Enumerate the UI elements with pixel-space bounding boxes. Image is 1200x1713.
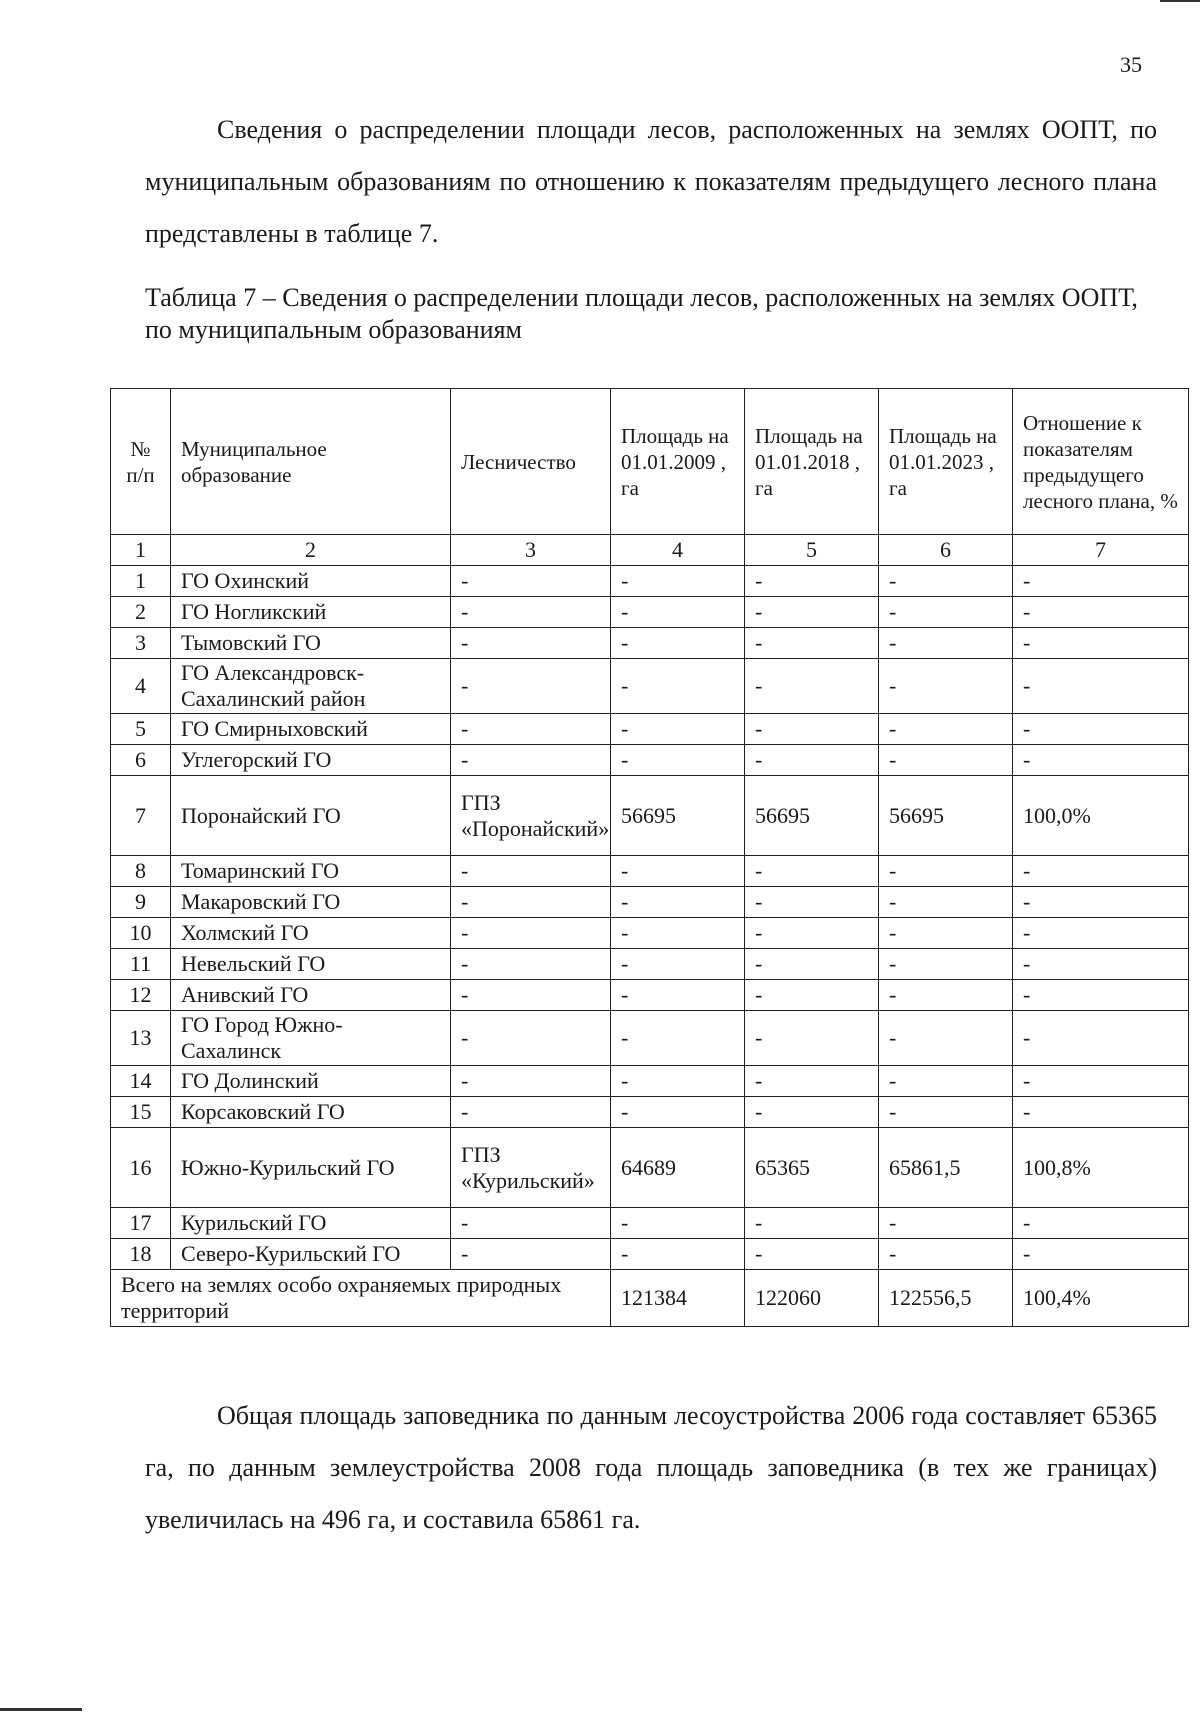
table-cell: - xyxy=(745,856,879,887)
table-cell: - xyxy=(611,980,745,1011)
table-cell: Макаровский ГО xyxy=(171,887,451,918)
table-cell: 13 xyxy=(111,1011,171,1066)
table-cell: ГО Ногликский xyxy=(171,597,451,628)
table-cell: - xyxy=(451,628,611,659)
column-number: 1 xyxy=(111,535,171,566)
table-cell: 12 xyxy=(111,980,171,1011)
table-row xyxy=(111,628,1189,659)
table-cell: - xyxy=(611,918,745,949)
column-number: 3 xyxy=(451,535,611,566)
table-cell: - xyxy=(745,1066,879,1097)
table-cell: - xyxy=(745,1208,879,1239)
table-row xyxy=(111,980,1189,1011)
column-number: 4 xyxy=(611,535,745,566)
table-cell: 5 xyxy=(111,714,171,745)
table-row xyxy=(111,1208,1189,1239)
table-cell: - xyxy=(879,566,1013,597)
intro-paragraph: Сведения о распределении площади лесов, расположенных на землях ООПТ, по муниципальным образованиям по отношению к показателям предыдущего лесного плана представлены в таблице 7. xyxy=(145,115,1157,248)
table-cell: Тымовский ГО xyxy=(171,628,451,659)
table-cell: 11 xyxy=(111,949,171,980)
table-body xyxy=(111,566,1189,1327)
table-cell: - xyxy=(451,856,611,887)
table-cell: - xyxy=(879,1208,1013,1239)
table-cell: 100,0% xyxy=(1013,776,1189,856)
table-row xyxy=(111,597,1189,628)
header-municipality: Муниципальное образование xyxy=(171,389,451,535)
table-cell: 18 xyxy=(111,1239,171,1270)
header-index: № п/п xyxy=(111,389,171,535)
table-row xyxy=(111,856,1189,887)
header-forestry: Лесничество xyxy=(451,389,611,535)
table-cell: - xyxy=(451,597,611,628)
table-cell: 64689 xyxy=(611,1128,745,1208)
table-cell: - xyxy=(611,856,745,887)
table-cell: - xyxy=(611,1208,745,1239)
table-cell: - xyxy=(879,1097,1013,1128)
table-cell: ГО Смирныховский xyxy=(171,714,451,745)
table-cell: - xyxy=(451,1239,611,1270)
table-cell: - xyxy=(451,1011,611,1066)
table-row xyxy=(111,714,1189,745)
table-cell: - xyxy=(1013,1239,1189,1270)
table-row xyxy=(111,918,1189,949)
header-area-2009: Площадь на 01.01.2009 , га xyxy=(611,389,745,535)
table-cell: 3 xyxy=(111,628,171,659)
page-number: 35 xyxy=(1120,52,1142,77)
table-caption: Таблица 7 – Сведения о распределении площади лесов, расположенных на землях ООПТ, по муниципальным образованиям xyxy=(145,283,1138,344)
table-cell: - xyxy=(451,887,611,918)
table-cell: - xyxy=(745,949,879,980)
table-cell: - xyxy=(879,949,1013,980)
table-cell: - xyxy=(879,597,1013,628)
column-number-row xyxy=(111,535,1189,566)
table-cell: - xyxy=(611,949,745,980)
table-cell: - xyxy=(451,980,611,1011)
table-row xyxy=(111,1011,1189,1066)
table-cell: 6 xyxy=(111,745,171,776)
table-cell: Холмский ГО xyxy=(171,918,451,949)
table-cell: - xyxy=(745,980,879,1011)
table-cell: Невельский ГО xyxy=(171,949,451,980)
table-cell: - xyxy=(745,628,879,659)
table-cell: Томаринский ГО xyxy=(171,856,451,887)
table-cell: - xyxy=(611,1011,745,1066)
table-cell: - xyxy=(611,714,745,745)
header-area-2018: Площадь на 01.01.2018 , га xyxy=(745,389,879,535)
table-cell: - xyxy=(1013,856,1189,887)
table-header-row xyxy=(111,389,1189,535)
table-cell: - xyxy=(1013,949,1189,980)
table-cell: Корсаковский ГО xyxy=(171,1097,451,1128)
table-cell: - xyxy=(1013,597,1189,628)
table-row xyxy=(111,1128,1189,1208)
table-cell: - xyxy=(1013,887,1189,918)
table-cell: - xyxy=(451,1066,611,1097)
table-row xyxy=(111,949,1189,980)
table-cell: ГО Город Южно-Сахалинск xyxy=(171,1011,451,1066)
table-cell: - xyxy=(879,918,1013,949)
table-cell: - xyxy=(1013,918,1189,949)
table-cell: ГПЗ «Курильский» xyxy=(451,1128,611,1208)
table-row xyxy=(111,566,1189,597)
table-cell: - xyxy=(451,566,611,597)
table-cell: - xyxy=(1013,1011,1189,1066)
table-cell: - xyxy=(1013,566,1189,597)
table-cell: Углегорский ГО xyxy=(171,745,451,776)
column-number: 6 xyxy=(879,535,1013,566)
table-cell: 56695 xyxy=(879,776,1013,856)
table-cell: 7 xyxy=(111,776,171,856)
table-cell: - xyxy=(451,918,611,949)
table-cell: - xyxy=(745,918,879,949)
table-cell: Анивский ГО xyxy=(171,980,451,1011)
table-cell: - xyxy=(451,949,611,980)
table-cell: - xyxy=(451,1208,611,1239)
header-ratio: Отношение к показателям предыдущего лесного плана, % xyxy=(1013,389,1189,535)
column-number: 5 xyxy=(745,535,879,566)
table-cell: - xyxy=(1013,980,1189,1011)
table-cell: - xyxy=(451,1097,611,1128)
table-cell: - xyxy=(1013,745,1189,776)
table-cell: - xyxy=(611,745,745,776)
table-cell: - xyxy=(611,566,745,597)
table-cell: 65861,5 xyxy=(879,1128,1013,1208)
table-row xyxy=(111,1066,1189,1097)
table-cell: 56695 xyxy=(745,776,879,856)
table-cell: - xyxy=(879,628,1013,659)
table-cell: 8 xyxy=(111,856,171,887)
table-cell: - xyxy=(745,714,879,745)
header-area-2023: Площадь на 01.01.2023 , га xyxy=(879,389,1013,535)
table-cell: Южно-Курильский ГО xyxy=(171,1128,451,1208)
table-cell: ГПЗ «Поронайский» xyxy=(451,776,611,856)
table-cell: - xyxy=(451,745,611,776)
total-value: 100,4% xyxy=(1013,1270,1189,1327)
table-row xyxy=(111,1239,1189,1270)
table-cell: 16 xyxy=(111,1128,171,1208)
table-cell: - xyxy=(1013,659,1189,714)
table-cell: - xyxy=(745,659,879,714)
table-cell: - xyxy=(879,1239,1013,1270)
table-cell: 17 xyxy=(111,1208,171,1239)
table-cell: - xyxy=(879,856,1013,887)
table-cell: ГО Александровск-Сахалинский район xyxy=(171,659,451,714)
table-cell: 56695 xyxy=(611,776,745,856)
table-cell: 65365 xyxy=(745,1128,879,1208)
outro-paragraph: Общая площадь заповедника по данным лесоустройства 2006 года составляет 65365 га, по данным землеустройства 2008 года площадь заповедника (в тех же границах) увеличилась на 496 га, и составила 65861 га. xyxy=(145,1401,1157,1534)
table-cell: - xyxy=(879,887,1013,918)
table-cell: 14 xyxy=(111,1066,171,1097)
total-value: 122060 xyxy=(745,1270,879,1327)
table-cell: Курильский ГО xyxy=(171,1208,451,1239)
bottom-edge-rule xyxy=(0,1708,82,1711)
table-cell: - xyxy=(451,659,611,714)
table-cell: - xyxy=(745,1239,879,1270)
table-cell: - xyxy=(1013,1097,1189,1128)
table-cell: 10 xyxy=(111,918,171,949)
table-cell: - xyxy=(1013,1208,1189,1239)
table-cell: - xyxy=(879,714,1013,745)
table-cell: ГО Долинский xyxy=(171,1066,451,1097)
table-cell: - xyxy=(879,1066,1013,1097)
column-number: 2 xyxy=(171,535,451,566)
table-cell: - xyxy=(745,745,879,776)
table-cell: - xyxy=(745,1097,879,1128)
table-cell: - xyxy=(745,887,879,918)
table-cell: - xyxy=(611,597,745,628)
table-cell: 1 xyxy=(111,566,171,597)
total-label: Всего на землях особо охраняемых природных территорий xyxy=(111,1270,611,1327)
table-cell: 100,8% xyxy=(1013,1128,1189,1208)
table-cell: 4 xyxy=(111,659,171,714)
table-cell: - xyxy=(451,714,611,745)
table-total-row xyxy=(111,1270,1189,1327)
table-row xyxy=(111,659,1189,714)
forest-area-table xyxy=(110,388,1189,1327)
table-cell: - xyxy=(611,1066,745,1097)
total-value: 122556,5 xyxy=(879,1270,1013,1327)
table-cell: - xyxy=(745,1011,879,1066)
table-cell: - xyxy=(611,1097,745,1128)
table-row xyxy=(111,1097,1189,1128)
table-cell: 9 xyxy=(111,887,171,918)
table-cell: 2 xyxy=(111,597,171,628)
table-cell: Поронайский ГО xyxy=(171,776,451,856)
table-cell: - xyxy=(1013,714,1189,745)
table-row xyxy=(111,745,1189,776)
total-value: 121384 xyxy=(611,1270,745,1327)
table-row xyxy=(111,776,1189,856)
table-cell: ГО Охинский xyxy=(171,566,451,597)
table-cell: Северо-Курильский ГО xyxy=(171,1239,451,1270)
table-cell: 15 xyxy=(111,1097,171,1128)
table-cell: - xyxy=(879,980,1013,1011)
top-edge-rule xyxy=(1160,0,1200,2)
table-cell: - xyxy=(611,628,745,659)
table-cell: - xyxy=(611,887,745,918)
table-cell: - xyxy=(879,745,1013,776)
table-cell: - xyxy=(611,1239,745,1270)
column-number: 7 xyxy=(1013,535,1189,566)
table-cell: - xyxy=(1013,1066,1189,1097)
table-cell: - xyxy=(745,566,879,597)
table-cell: - xyxy=(1013,628,1189,659)
table-cell: - xyxy=(745,597,879,628)
table-cell: - xyxy=(879,1011,1013,1066)
table-cell: - xyxy=(611,659,745,714)
table-cell: - xyxy=(879,659,1013,714)
table-row xyxy=(111,887,1189,918)
